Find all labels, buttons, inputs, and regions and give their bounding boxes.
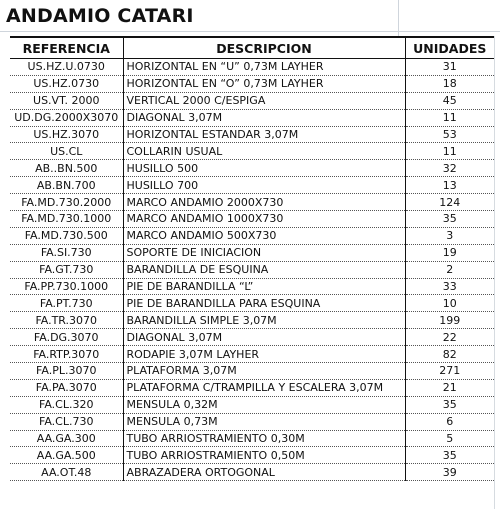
table-row	[10, 447, 494, 464]
description-cell: COLLARIN USUAL	[123, 143, 405, 160]
reference-cell: FA.SI.730	[10, 244, 123, 261]
reference-cell: FA.TR.3070	[10, 312, 123, 329]
quantity-cell: 199	[405, 312, 494, 329]
table-row	[10, 278, 494, 295]
quantity-cell: 18	[405, 75, 494, 92]
quantity-cell: 33	[405, 278, 494, 295]
reference-cell: FA.CL.730	[10, 413, 123, 430]
reference-cell: AB..BN.500	[10, 160, 123, 177]
description-cell: MARCO ANDAMIO 2000X730	[123, 194, 405, 211]
table-row	[10, 194, 494, 211]
table-body	[10, 59, 494, 481]
table-row	[10, 329, 494, 346]
description-cell: TUBO ARRIOSTRAMIENTO 0,30M	[123, 430, 405, 447]
quantity-cell: 19	[405, 244, 494, 261]
reference-cell: US.HZ.3070	[10, 126, 123, 143]
description-cell: BARANDILLA DE ESQUINA	[123, 261, 405, 278]
table-row	[10, 109, 494, 126]
table-row	[10, 160, 494, 177]
title-row	[0, 0, 500, 32]
reference-cell: FA.MD.730.500	[10, 227, 123, 244]
description-cell: RODAPIE 3,07M LAYHER	[123, 346, 405, 363]
table-row	[10, 464, 494, 481]
quantity-cell: 35	[405, 447, 494, 464]
header-unidades: UNIDADES	[405, 37, 494, 59]
table-header	[10, 37, 494, 59]
table-row	[10, 379, 494, 396]
description-cell: VERTICAL 2000 C/ESPIGA	[123, 92, 405, 109]
reference-cell: FA.MD.730.1000	[10, 211, 123, 228]
reference-cell: FA.RTP.3070	[10, 346, 123, 363]
quantity-cell: 82	[405, 346, 494, 363]
reference-cell: AA.OT.48	[10, 464, 123, 481]
quantity-cell: 53	[405, 126, 494, 143]
description-cell: BARANDILLA SIMPLE 3,07M	[123, 312, 405, 329]
reference-cell: FA.PL.3070	[10, 363, 123, 380]
description-cell: MENSULA 0,73M	[123, 413, 405, 430]
reference-cell: FA.CL.320	[10, 396, 123, 413]
reference-cell: FA.PP.730.1000	[10, 278, 123, 295]
reference-cell: FA.DG.3070	[10, 329, 123, 346]
reference-cell: AA.GA.500	[10, 447, 123, 464]
description-cell: ABRAZADERA ORTOGONAL	[123, 464, 405, 481]
quantity-cell: 21	[405, 379, 494, 396]
quantity-cell: 35	[405, 396, 494, 413]
quantity-cell: 271	[405, 363, 494, 380]
description-cell: HUSILLO 700	[123, 177, 405, 194]
description-cell: DIAGONAL 3,07M	[123, 329, 405, 346]
quantity-cell: 45	[405, 92, 494, 109]
table-row	[10, 396, 494, 413]
reference-cell: FA.PT.730	[10, 295, 123, 312]
quantity-cell: 32	[405, 160, 494, 177]
reference-cell: AA.GA.300	[10, 430, 123, 447]
reference-cell: AB.BN.700	[10, 177, 123, 194]
quantity-cell: 6	[405, 413, 494, 430]
table-row	[10, 75, 494, 92]
table-row	[10, 312, 494, 329]
reference-cell: UD.DG.2000X3070	[10, 109, 123, 126]
reference-cell: US.HZ.U.0730	[10, 59, 123, 76]
reference-cell: FA.GT.730	[10, 261, 123, 278]
table-row	[10, 177, 494, 194]
table-row	[10, 295, 494, 312]
quantity-cell: 124	[405, 194, 494, 211]
reference-cell: US.CL	[10, 143, 123, 160]
table-row	[10, 211, 494, 228]
table-row	[10, 227, 494, 244]
quantity-cell: 2	[405, 261, 494, 278]
table-row	[10, 126, 494, 143]
quantity-cell: 35	[405, 211, 494, 228]
quantity-cell: 22	[405, 329, 494, 346]
table-row	[10, 244, 494, 261]
description-cell: MARCO ANDAMIO 1000X730	[123, 211, 405, 228]
table-row	[10, 346, 494, 363]
quantity-cell: 11	[405, 109, 494, 126]
description-cell: HORIZONTAL EN “O” 0,73M LAYHER	[123, 75, 405, 92]
description-cell: MENSULA 0,32M	[123, 396, 405, 413]
materials-table	[10, 36, 494, 481]
table-row	[10, 59, 494, 76]
table-row	[10, 430, 494, 447]
table-row	[10, 413, 494, 430]
quantity-cell: 10	[405, 295, 494, 312]
header-row	[10, 37, 494, 59]
description-cell: HORIZONTAL EN “U” 0,73M LAYHER	[123, 59, 405, 76]
grid-line	[0, 31, 500, 32]
quantity-cell: 13	[405, 177, 494, 194]
description-cell: SOPORTE DE INICIACION	[123, 244, 405, 261]
table-row	[10, 261, 494, 278]
quantity-cell: 31	[405, 59, 494, 76]
table-row	[10, 363, 494, 380]
description-cell: HUSILLO 500	[123, 160, 405, 177]
reference-cell: FA.MD.730.2000	[10, 194, 123, 211]
reference-cell: US.VT. 2000	[10, 92, 123, 109]
description-cell: DIAGONAL 3,07M	[123, 109, 405, 126]
quantity-cell: 3	[405, 227, 494, 244]
header-referencia: REFERENCIA	[10, 37, 123, 59]
reference-cell: US.HZ.0730	[10, 75, 123, 92]
description-cell: MARCO ANDAMIO 500X730	[123, 227, 405, 244]
description-cell: TUBO ARRIOSTRAMIENTO 0,50M	[123, 447, 405, 464]
table-row	[10, 143, 494, 160]
quantity-cell: 5	[405, 430, 494, 447]
quantity-cell: 11	[405, 143, 494, 160]
quantity-cell: 39	[405, 464, 494, 481]
reference-cell: FA.PA.3070	[10, 379, 123, 396]
description-cell: PIE DE BARANDILLA PARA ESQUINA	[123, 295, 405, 312]
document-title: ANDAMIO CATARI	[6, 5, 194, 27]
description-cell: PIE DE BARANDILLA “L”	[123, 278, 405, 295]
header-descripcion: DESCRIPCION	[123, 37, 405, 59]
grid-line	[494, 36, 495, 509]
description-cell: PLATAFORMA 3,07M	[123, 363, 405, 380]
table-row	[10, 92, 494, 109]
description-cell: HORIZONTAL ESTANDAR 3,07M	[123, 126, 405, 143]
description-cell: PLATAFORMA C/TRAMPILLA Y ESCALERA 3,07M	[123, 379, 405, 396]
